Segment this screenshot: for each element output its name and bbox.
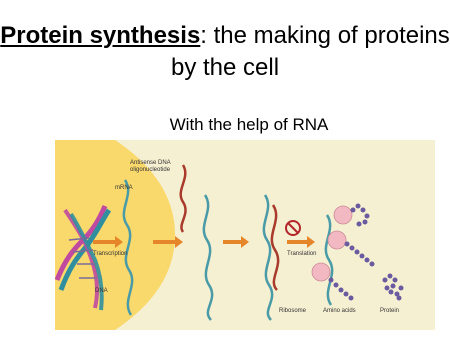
- label-oligonucleotide: oligonucleotide: [130, 167, 171, 173]
- label-translation: Translation: [287, 251, 317, 257]
- label-protein: Protein: [380, 308, 400, 314]
- slide-subtitle: [0, 115, 450, 135]
- slide-title: [0, 20, 450, 84]
- protein-synthesis-diagram: [55, 140, 435, 330]
- label-dna: DNA: [95, 288, 108, 294]
- label-amino-acids: Amino acids: [323, 308, 356, 314]
- label-ribosome: Ribosome: [279, 308, 307, 314]
- subtitle-text: With the help of RNA: [169, 115, 329, 134]
- label-mrna: mRNA: [115, 185, 133, 191]
- label-transcription: Transcription: [93, 251, 128, 257]
- label-antisense: Antisense DNA: [130, 160, 171, 166]
- diagram-svg: [55, 140, 435, 330]
- title-rest: : the making of proteins by the cell: [170, 22, 450, 81]
- title-bold: Protein synthesis: [0, 22, 201, 49]
